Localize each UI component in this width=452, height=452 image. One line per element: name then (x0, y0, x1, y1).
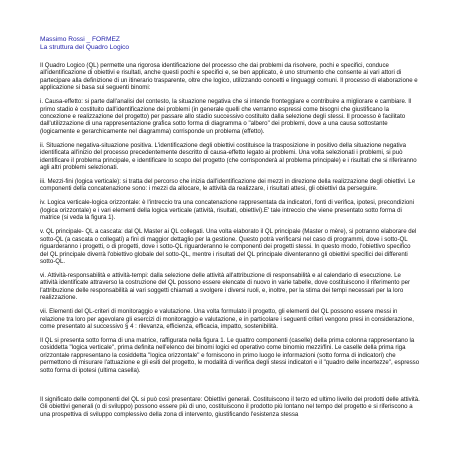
paragraph-negative-positive: ii. Situazione negativa-situazione positiva. L'identificazione degli obiettivi costituisce la trasposizione in positivo della situazione negativa identificata all'inizio del processo precedentemente descritto di causa-effetto legato ai problemi. Una volta selezionati i problemi, si può identificare il problema principale, e identificare lo scopo del progetto (che corrisponderà al problema principale) e i risultati che si riferiranno agli altri problemi selezionati. (40, 141, 417, 172)
paragraph-vertical-horizontal: iv. Logica verticale-logica orizzontale: è l'intreccio tra una concatenazione rappresentata da indicatori, fonti di verifica, ipotesi, precondizioni (logica orizzontale) e i vari elementi della logica verticale (attività, risultati, obiettivi).E' tale intreccio che viene presentato sotto forma di matrice (si veda la figura 1). (40, 199, 414, 222)
paragraph-activities: vi. Attività-responsabilità e attività-tempi: dalla selezione delle attività all'attribuzione di responsabilità e al calendario di esecuzione. Le attività identificate attraverso la costruzione del QL possono essere elencate di nuovo in varie tabelle, dove costituiscono il riferimento per l'attribuzione delle responsabilità ai vari soggetti chiamati a svolgere i diversi ruoli, e, inoltre, per la stima dei tempi necessari per la loro realizzazione. (40, 271, 411, 302)
header-spacer (40, 52, 420, 62)
document-page (40, 36, 420, 425)
paragraph-cause-effect: i. Causa-effetto: si parte dall'analisi del contesto, la situazione negativa che si intende fronteggiare e contribuire a migliorare e cambiare. Il primo stadio è costituito dall'identificazione dei problemi (in generale quelli che verranno espressi come bisogni che giustificano la concezione e realizzazione del progetto) per passare allo stadio successivo costituito dalla selezione degli stessi. Il processo è facilitato dall'utilizzazione di una rappresentazione grafica sotto forma di diagramma o "albero" dei problemi, dove a una causa sottostante (logicamente e gerarchicamente nel diagramma) corrisponde un problema (effetto). (40, 98, 412, 135)
document-subtitle: La struttura del Quadro Logico (40, 44, 130, 51)
intro-paragraph: Il Quadro Logico (QL) permette una rigorosa identificazione del processo che dai problemi da risolvere, pochi e specifici, conduce all'identificazione di obiettivi e risultati, anche questi pochi e specifici e, se ben applicato, è uno strumento che consente ai vari attori di partecipare alla definizione di un itinerario trasparente, oltre che logico, utilizzando concetti e linguaggi comuni. Il processo di elaborazione e applicazione si basa sui seguenti binomi: (40, 62, 418, 92)
paragraph-matrix: Il QL si presenta sotto forma di una matrice, raffigurata nella figura 1. Le quattro componenti (caselle) della prima colonna rappresentano la cosiddetta "logica verticale", prima definita nell'elenco dei binomi logici ed operativo come binomio mezzi/fini. Le caselle della prima riga orizzontale rappresentano la cosiddetta "logica orizzontale" e forniscono in primo luogo le informazioni (sotto forma di indicatori) che permettono di misurare l'attuazione e gli esiti del progetto, le modalità di verifica degli stessi indicatori e il "quadro delle incertezze", espresso sotto forma di ipotesi (ultima casella). (40, 336, 420, 374)
paragraph-means-ends: iii. Mezzi-fini (logica verticale): si tratta del percorso che inizia dall'identificazione dei mezzi in direzione della realizzazione degli obiettivi. Le componenti della concatenazione sono: i mezzi da allocare, le attività da realizzare, i risultati attesi, gli obiettivi da perseguire. (40, 178, 416, 193)
paragraph-cascade: v. QL principale- QL a cascata: dal QL Master ai QL collegati. Una volta elaborato il QL principale (Master o mère), si potranno elaborare del sotto-QL (a cascata o collegati) a fini di maggior dettaglio per la gestione. Questo potrà verificarsi nel caso di programmi, dove i sotto-QL riguarderanno i progetti, o di progetti, dove i sotto-QL riguarderanno le componenti dei progetti stessi. In questo modo, l'obiettivo specifico del QL principale diverrà l'obiettivo globale del sotto-QL, mentre i risultati del QL principale diventeranno gli obiettivi specifici dei differenti sotto-QL. (40, 228, 417, 265)
paragraph-components: Il significato delle componenti del QL si può così presentare: Obiettivi generali. Costituiscono il terzo ed ultimo livello dei prodotti delle attività. Gli obiettivi generali (o di sviluppo) possono essere più di uno, costituiscono il prodotto più lontano nel tempo del progetto e si riferiscono a una prospettiva di sviluppo complessivo della zona di intervento, giustificando l'esistenza stessa (40, 395, 420, 418)
author-line: Massimo Rossi _ FORMEZ (40, 36, 120, 43)
paragraph-monitoring: vii. Elementi del QL-criteri di monitoraggio e valutazione. Una volta formulato il progetto, gli elementi del QL possono essere messi in relazione tra loro per agevolare gli esercizi di monitoraggio e valutazione, e in particolare i seguenti criteri vengono presi in considerazione, come presentato al successivo § 4 : rilevanza, efficienza, efficacia, impatto, sostenibilità. (40, 308, 414, 330)
